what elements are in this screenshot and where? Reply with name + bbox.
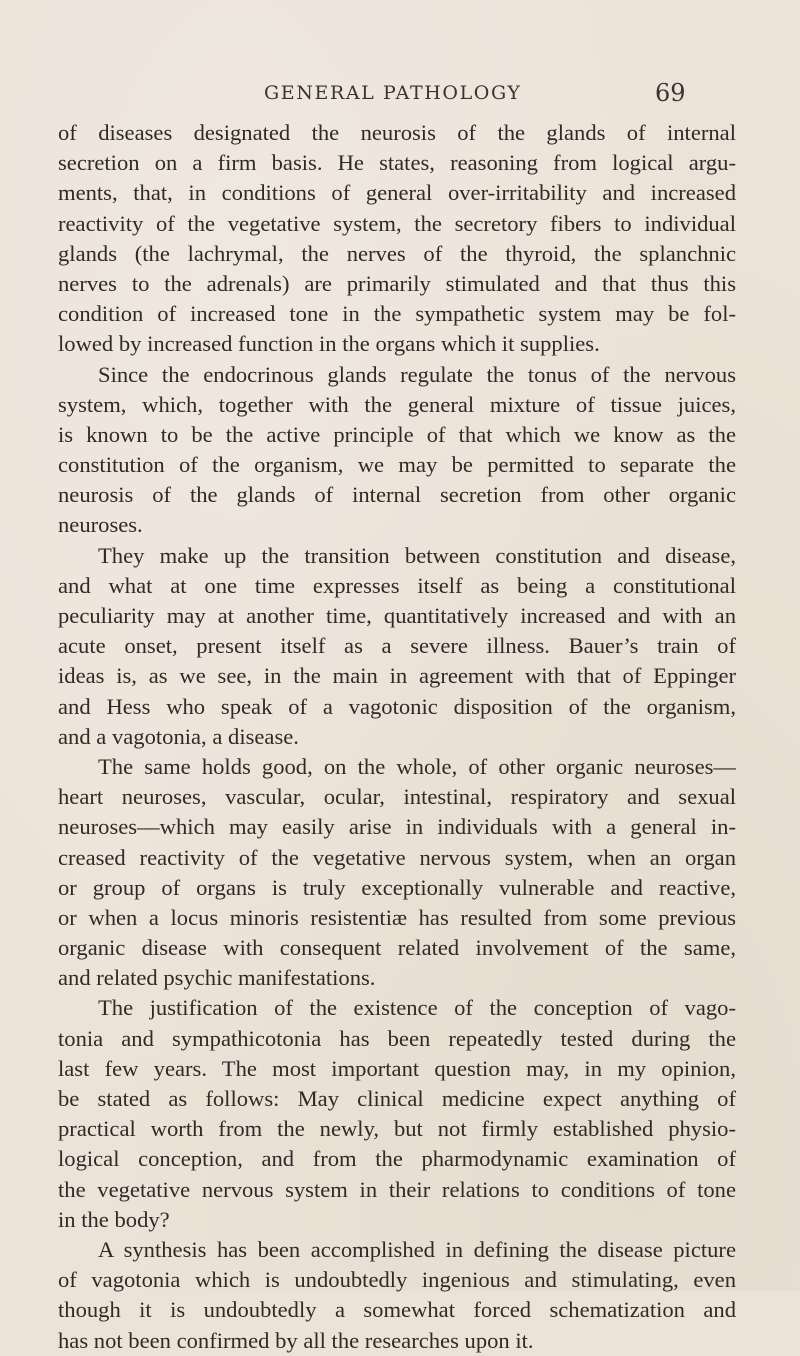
text-line: Since the endocrinous glands regulate the tonus of the nervous [98,361,736,387]
text-line: heart neuroses, vascular, ocular, intestinal, respiratory and sexual [58,784,736,810]
text-line: lowed by increased function in the organs which it supplies. [58,331,600,357]
text-line: neuroses—which may easily arise in individuals with a general in- [58,814,736,840]
running-head [0,79,800,112]
text-line: secretion on a firm basis. He states, reasoning from logical argu- [58,150,736,176]
text-line: constitution of the organism, we may be permitted to separate the [58,452,736,478]
text-line: system, which, together with the general mixture of tissue juices, [58,391,736,417]
page-number: 69 [655,79,686,107]
text-line: ments, that, in conditions of general over-irritability and increased [58,180,736,206]
text-line: peculiarity may at another time, quantitatively increased and with an [58,603,736,628]
text-line: neurosis of the glands of internal secretion from other organic [58,482,736,508]
text-line: neuroses. [58,512,143,538]
text-line: or when a locus minoris resistentiæ has resulted from some previous [58,904,736,930]
text-line: of vagotonia which is undoubtedly ingenious and stimulating, even [58,1267,736,1293]
text-line: acute onset, present itself as a severe illness. Bauer’s train of [58,633,736,659]
text-line: has not been confirmed by all the researches upon it. [58,1327,534,1353]
text-line: glands (the lachrymal, the nerves of the thyroid, the splanchnic [58,240,736,266]
running-title: GENERAL PATHOLOGY [264,82,522,104]
text-line: last few years. The most important question may, in my opinion, [58,1055,736,1081]
text-line: is known to be the active principle of that which we know as the [58,421,736,447]
text-line: tonia and sympathicotonia has been repeatedly tested during the [58,1025,736,1051]
text-line: organic disease with consequent related involvement of the same, [58,935,736,961]
text-line: of diseases designated the neurosis of the glands of internal [58,120,736,145]
text-line: ideas is, as we see, in the main in agreement with that of Eppinger [58,663,736,689]
text-line: nerves to the adrenals) are primarily stimulated and that thus this [58,270,736,296]
text-line: and what at one time expresses itself as being a constitutional [58,572,736,598]
text-line: though it is undoubtedly a somewhat forced schematization and [58,1297,736,1323]
text-line: The same holds good, on the whole, of other organic neuroses— [98,753,736,779]
text-line: the vegetative nervous system in their relations to conditions of tone [58,1176,736,1202]
text-line: practical worth from the newly, but not firmly established physio- [58,1116,736,1142]
text-line: A synthesis has been accomplished in defining the disease picture [98,1236,736,1262]
text-line: The justification of the existence of the conception of vago- [98,995,736,1021]
text-line: be stated as follows: May clinical medicine expect anything of [58,1086,736,1111]
text-line: in the body? [58,1206,170,1232]
text-line: logical conception, and from the pharmodynamic examination of [58,1146,736,1172]
text-line: creased reactivity of the vegetative nervous system, when an organ [58,844,736,870]
text-line: They make up the transition between constitution and disease, [98,542,736,568]
body-text [58,118,736,1356]
text-line: and a vagotonia, a disease. [58,723,299,749]
text-line: and related psychic manifestations. [58,965,376,991]
text-line: and Hess who speak of a vagotonic disposition of the organism, [58,693,736,719]
text-line: reactivity of the vegetative system, the secretory fibers to individual [58,210,736,236]
text-line: or group of organs is truly exceptionally vulnerable and reactive, [58,874,736,900]
text-line: condition of increased tone in the sympathetic system may be fol- [58,301,736,327]
